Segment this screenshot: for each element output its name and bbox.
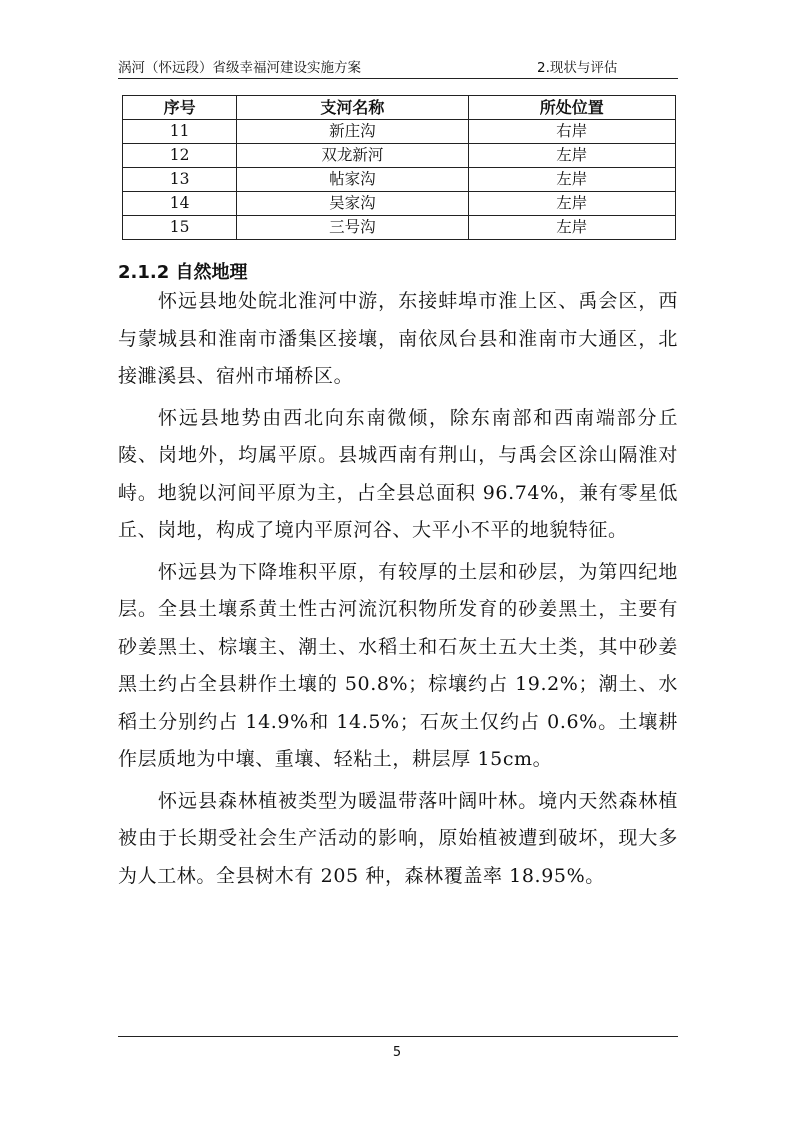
table-row bbox=[123, 168, 676, 192]
cell-position: 左岸 bbox=[468, 144, 676, 168]
table-row bbox=[123, 192, 676, 216]
section-body bbox=[118, 283, 678, 899]
page-header bbox=[118, 56, 678, 79]
cell-name: 新庄沟 bbox=[237, 120, 468, 144]
cell-name: 帖家沟 bbox=[237, 168, 468, 192]
cell-position: 左岸 bbox=[468, 216, 676, 240]
cell-name: 双龙新河 bbox=[237, 144, 468, 168]
cell-serial: 15 bbox=[123, 216, 237, 240]
chapter-title: 2.现状与评估 bbox=[537, 60, 618, 76]
column-header-name: 支河名称 bbox=[237, 96, 468, 120]
table-row bbox=[123, 144, 676, 168]
cell-position: 左岸 bbox=[468, 192, 676, 216]
footer-divider bbox=[118, 1036, 678, 1037]
cell-serial: 11 bbox=[123, 120, 237, 144]
paragraph-soil: 怀远县为下降堆积平原，有较厚的土层和砂层，为第四纪地层。全县土壤系黄土性古河流沉积物所发育的砂姜黑土，主要有砂姜黑土、棕壤主、潮土、水稻土和石灰土五大土类，其中砂姜黑土约占全县耕作土壤的 50.8%；棕壤约占 19.2%；潮土、水稻土分别约占 14.9%和 14.5%；石灰土仅约占 0.6%。土壤耕作层质地为中壤、重壤、轻粘土，耕层厚 15cm。 bbox=[118, 560, 678, 770]
cell-name: 吴家沟 bbox=[237, 192, 468, 216]
paragraph-terrain: 怀远县地势由西北向东南微倾，除东南部和西南端部分丘陵、岗地外，均属平原。县城西南有荆山，与禹会区涂山隔淮对峙。地貌以河间平原为主，占全县总面积 96.74%，兼有零星低丘、岗地，构成了境内平原河谷、大平小不平的地貌特征。 bbox=[118, 406, 678, 541]
column-header-position: 所处位置 bbox=[468, 96, 676, 120]
cell-name: 三号沟 bbox=[237, 216, 468, 240]
cell-position: 右岸 bbox=[468, 120, 676, 144]
table-row bbox=[123, 120, 676, 144]
cell-serial: 13 bbox=[123, 168, 237, 192]
cell-position: 左岸 bbox=[468, 168, 676, 192]
table-header-row bbox=[123, 96, 676, 120]
cell-serial: 14 bbox=[123, 192, 237, 216]
table-row bbox=[123, 216, 676, 240]
page-number: 5 bbox=[392, 1045, 402, 1060]
paragraph-forest: 怀远县森林植被类型为暖温带落叶阔叶林。境内天然森林植被由于长期受社会生产活动的影响，原始植被遭到破坏，现大多为人工林。全县树木有 205 种，森林覆盖率 18.95%。 bbox=[118, 789, 678, 887]
section-heading: 2.1.2 自然地理 bbox=[118, 262, 248, 283]
cell-serial: 12 bbox=[123, 144, 237, 168]
tributary-table bbox=[122, 95, 676, 240]
document-title: 涡河（怀远段）省级幸福河建设实施方案 bbox=[118, 60, 361, 76]
column-header-serial: 序号 bbox=[123, 96, 237, 120]
paragraph-location: 怀远县地处皖北淮河中游，东接蚌埠市淮上区、禹会区，西与蒙城县和淮南市潘集区接壤，南依凤台县和淮南市大通区，北接濉溪县、宿州市埇桥区。 bbox=[118, 290, 678, 387]
